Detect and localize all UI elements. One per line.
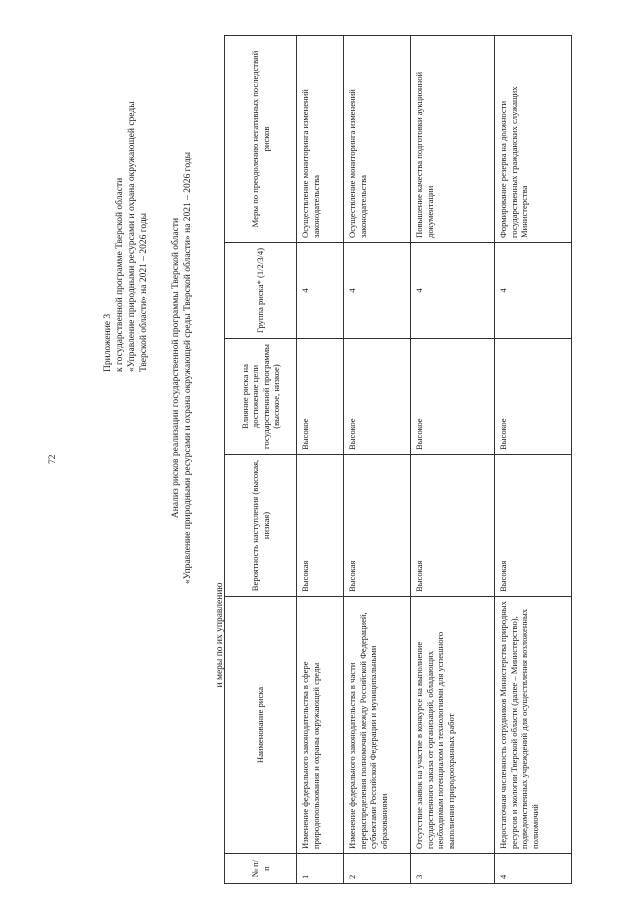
cell-group: 4 — [495, 243, 572, 339]
cell-probability: Высокая — [344, 455, 411, 597]
table-row — [297, 36, 344, 884]
header-group: Группа риска* (1/2/3/4) — [225, 243, 297, 339]
page-number: 72 — [48, 454, 58, 464]
appendix-block — [102, 42, 150, 372]
cell-influence: Высокое — [411, 339, 495, 455]
table-header-row — [225, 36, 297, 884]
appendix-line: к государственной программе Тверской области — [115, 177, 125, 372]
header-measures: Меры по преодолению негативных последствий рисков — [225, 36, 297, 243]
cell-group: 4 — [344, 243, 411, 339]
cell-probability: Высокая — [297, 455, 344, 597]
appendix-line: Приложение 3 — [103, 313, 113, 372]
cell-influence: Высокое — [344, 339, 411, 455]
cell-measures: Осуществление мониторинга изменений законодательства — [344, 36, 411, 243]
cell-influence: Высокое — [297, 339, 344, 455]
header-num: № п/п — [225, 854, 297, 884]
document-title — [170, 148, 194, 588]
table-row — [495, 36, 572, 884]
document-subtitle: и меры по их управлению — [215, 582, 225, 688]
cell-name: Отсутствие заявок на участие в конкурсе на выполнение государственного заказа от организаций, обладающих необходимым потенциалом и технологиями для успешного выполнения природоохранных работ — [411, 597, 495, 854]
cell-probability: Высокая — [411, 455, 495, 597]
risk-table — [224, 36, 572, 884]
cell-measures: Осуществление мониторинга изменений законодательства — [297, 36, 344, 243]
cell-num: 2 — [344, 854, 411, 884]
table-row — [411, 36, 495, 884]
title-line: Анализ рисков реализации государственной программы Тверской области — [171, 217, 181, 519]
title-line: «Управление природными ресурсами и охрана окружающей среды Тверской области» на 2021 – 2026 годы — [183, 151, 193, 585]
table-row — [344, 36, 411, 884]
cell-name: Изменение федерального законодательства в части перераспределения полномочий между Российской Федерацией, субъектами Российской Федерации и муниципальными образованиями — [344, 597, 411, 854]
cell-probability: Высокая — [495, 455, 572, 597]
header-influence: Влияние риска на достижение цели государственной программы (высокое, низкое) — [225, 339, 297, 455]
cell-name: Недостаточная численность сотрудников Министерства природных ресурсов и экологии Тверской области (далее – Министерство), подведомственных учреждений для осуществления возложенных полномочий — [495, 597, 572, 854]
header-probability: Вероятность наступления (высокая, низкая) — [225, 455, 297, 597]
cell-group: 4 — [297, 243, 344, 339]
cell-influence: Высокое — [495, 339, 572, 455]
appendix-line: «Управление природными ресурсами и охрана окружающей среды — [127, 101, 137, 372]
cell-num: 4 — [495, 854, 572, 884]
cell-num: 1 — [297, 854, 344, 884]
cell-measures: Повышение качества подготовки аукционной документации — [411, 36, 495, 243]
cell-name: Изменение федерального законодательства в сфере природопользования и охраны окружающей среды — [297, 597, 344, 854]
cell-num: 3 — [411, 854, 495, 884]
header-name: Наименование риска — [225, 597, 297, 854]
appendix-line: Тверской области» на 2021 – 2026 годы — [139, 212, 149, 372]
cell-measures: Формирование резерва на должности государственных гражданских служащих Министерства — [495, 36, 572, 243]
cell-group: 4 — [411, 243, 495, 339]
